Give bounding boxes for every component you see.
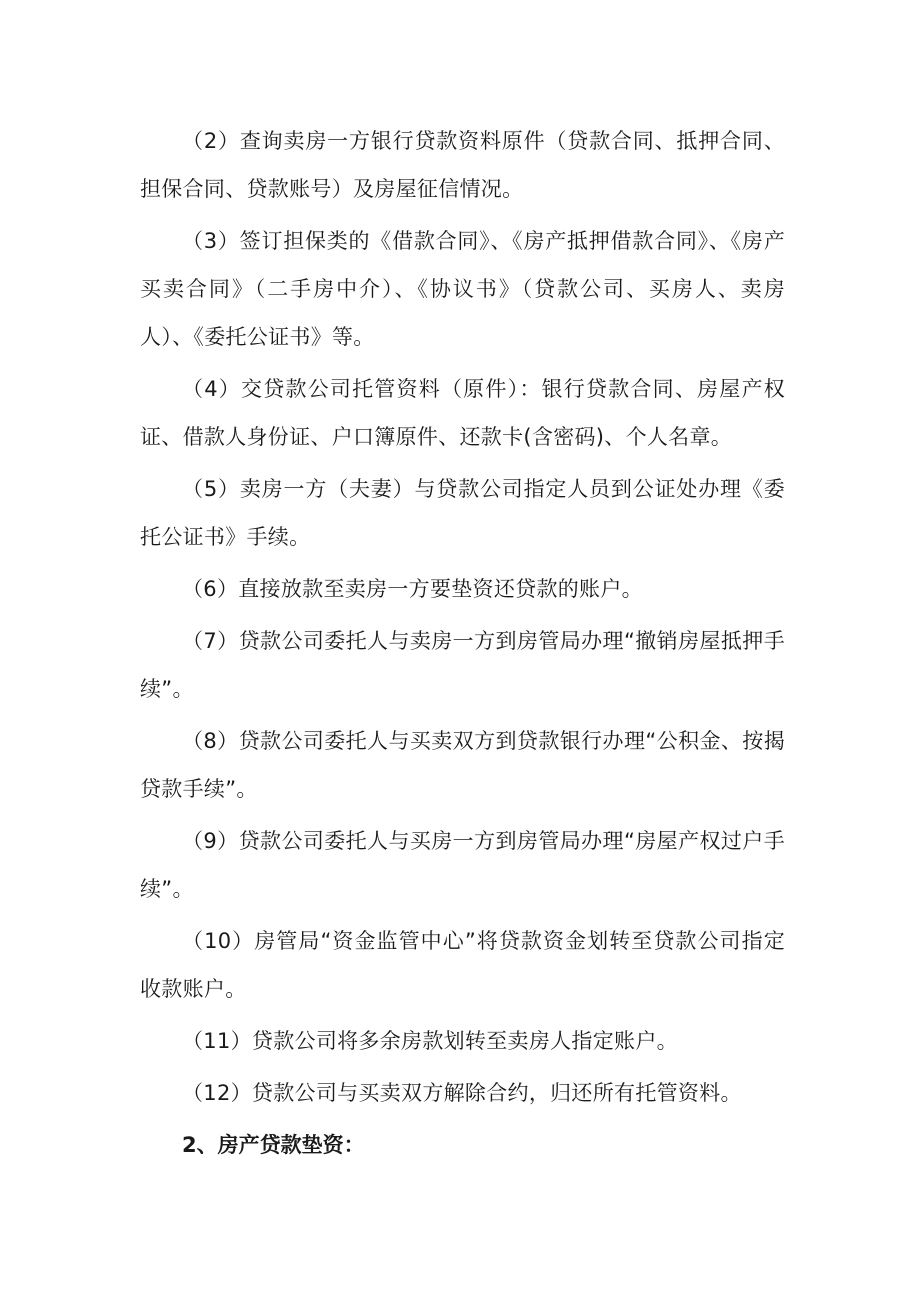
step-5-paragraph: （5）卖房一方（夫妻）与贷款公司指定人员到公证处办理《委托公证书》手续。	[140, 477, 785, 549]
step-11-paragraph: （11）贷款公司将多余房款划转至卖房人指定账户。	[182, 1029, 678, 1053]
step-12-paragraph: （12）贷款公司与买卖双方解除合约，归还所有托管资料。	[182, 1081, 742, 1105]
step-3-paragraph: （3）签订担保类的《借款合同》、《房产抵押借款合同》、《房产买卖合同》（二手房中介）、《协议书》（贷款公司、买房人、卖房人）、《委托公证书》等。	[140, 229, 785, 349]
document-body	[140, 117, 785, 1169]
step-9-paragraph: （9）贷款公司委托人与买房一方到房管局办理“房屋产权过户手续”。	[140, 829, 785, 901]
step-6-paragraph: （6）直接放款至卖房一方要垫资还贷款的账户。	[182, 577, 643, 601]
step-10-paragraph: （10）房管局“资金监管中心”将贷款资金划转至贷款公司指定收款账户。	[140, 929, 785, 1001]
step-4-paragraph: （4）交贷款公司托管资料（原件）：银行贷款合同、房屋产权证、借款人身份证、户口簿原件、还款卡(含密码)、个人名章。	[140, 377, 785, 449]
step-7-paragraph: （7）贷款公司委托人与卖房一方到房管局办理“撤销房屋抵押手续”。	[140, 629, 785, 701]
section-heading: 2、房产贷款垫资：	[182, 1133, 365, 1157]
step-2-paragraph: （2）查询卖房一方银行贷款资料原件（贷款合同、抵押合同、担保合同、贷款账号）及房屋征信情况。	[140, 129, 785, 201]
step-8-paragraph: （8）贷款公司委托人与买卖双方到贷款银行办理“公积金、按揭贷款手续”。	[140, 729, 785, 801]
